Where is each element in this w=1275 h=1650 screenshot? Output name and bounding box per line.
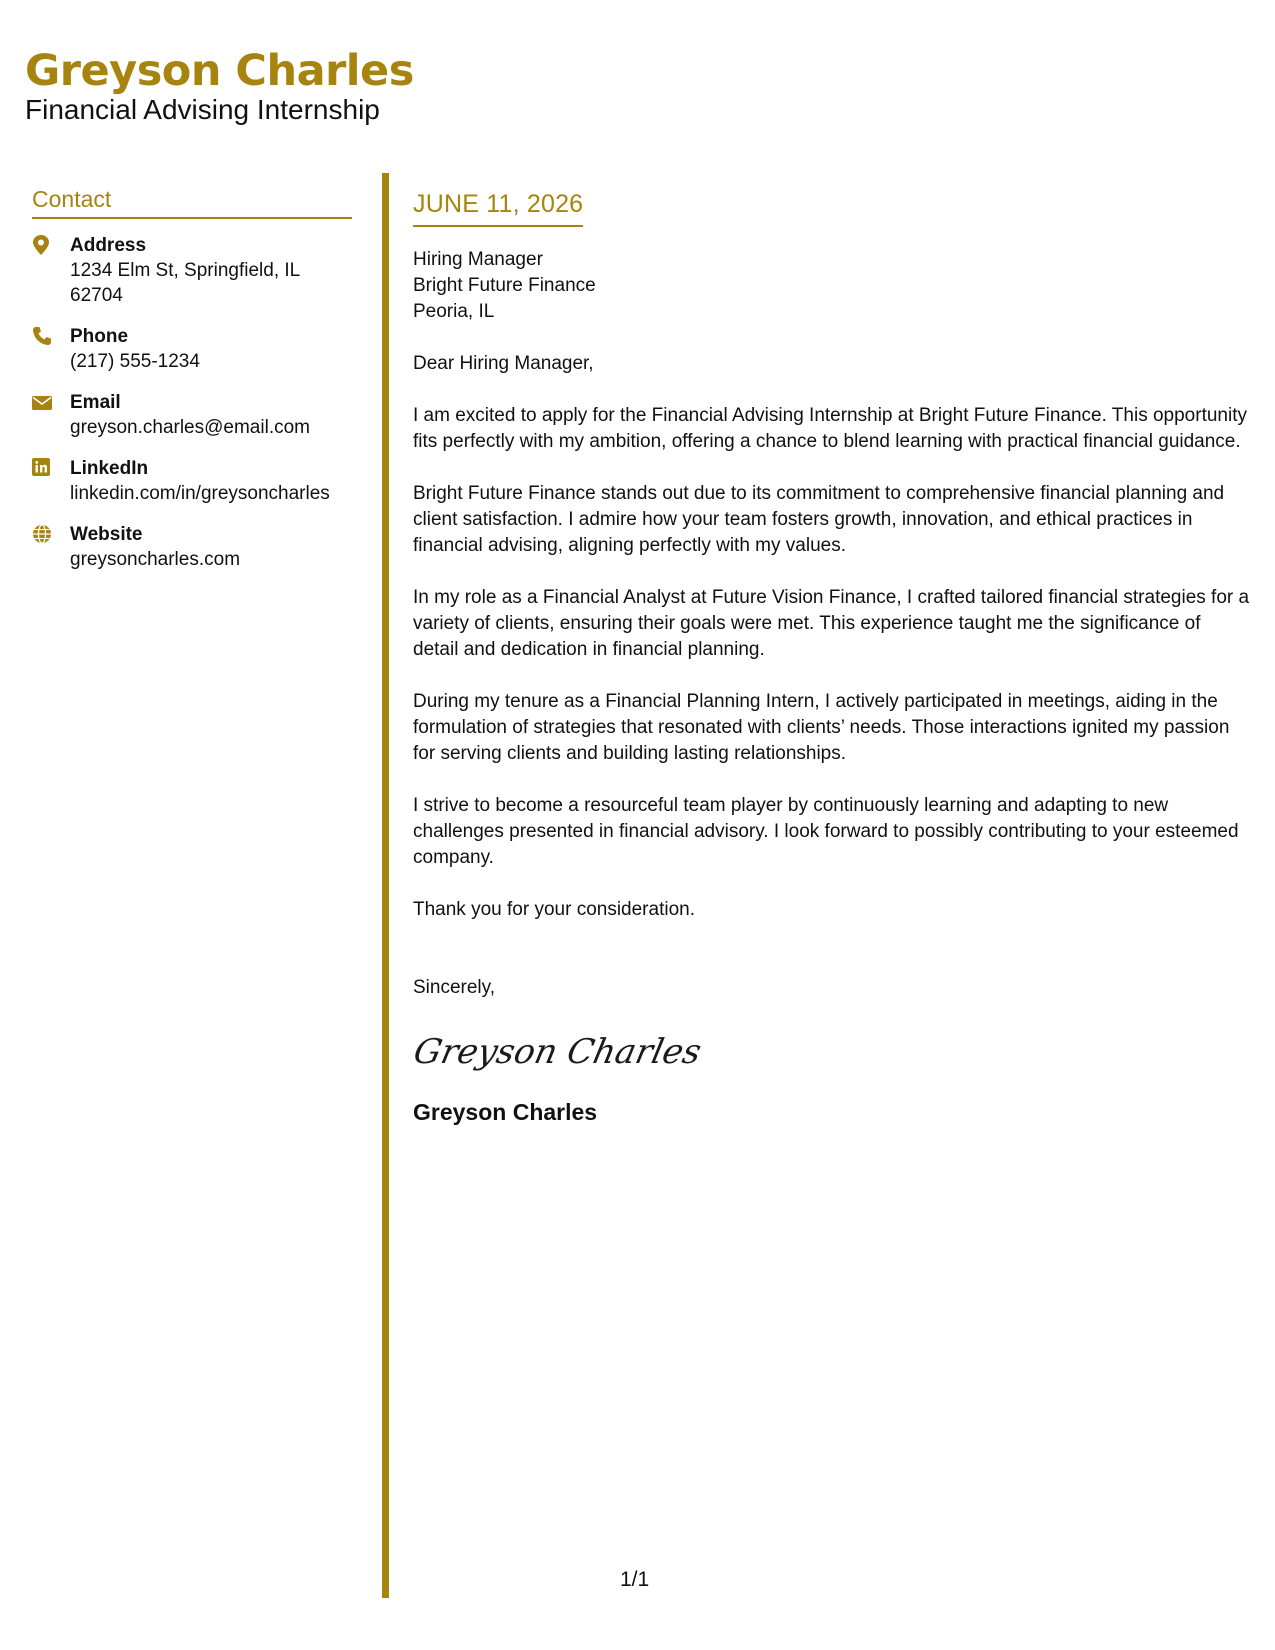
body-paragraph: In my role as a Financial Analyst at Future Vision Finance, I crafted tailored financial strategies for a variety of clients, ensuring their goals were met. This experience taught me the significance of detail and dedication in financial planning.: [413, 587, 1250, 660]
website-value: greysoncharles.com: [70, 549, 241, 570]
letter-body: [410, 190, 1251, 1126]
recipient-company: Bright Future Finance: [413, 275, 596, 296]
linkedin-value: linkedin.com/in/greysoncharles: [70, 483, 330, 504]
envelope-icon: [32, 390, 70, 411]
body-paragraph: I strive to become a resourceful team player by continuously learning and adapting to new challenges presented in financial advisory. I look forward to possibly contributing to your esteemed company.: [413, 795, 1239, 868]
phone-icon: [32, 324, 70, 346]
recipient-name: Hiring Manager: [413, 249, 543, 270]
page-number: 1/1: [620, 1568, 650, 1591]
vertical-divider: [382, 173, 389, 1598]
contact-item-linkedin: [32, 456, 352, 506]
contact-label: Phone: [70, 326, 129, 347]
email-value: greyson.charles@email.com: [70, 417, 310, 438]
phone-value: (217) 555-1234: [70, 351, 200, 372]
signature-text: Greyson Charles: [410, 1032, 705, 1072]
contact-item-email: [32, 390, 352, 440]
signed-name: Greyson Charles: [413, 1099, 598, 1125]
address-value: 1234 Elm St, Springfield, IL 62704: [70, 260, 300, 306]
job-title: Financial Advising Internship: [25, 94, 380, 126]
globe-icon: [32, 522, 70, 544]
contact-sidebar: [32, 186, 352, 588]
applicant-name: Greyson Charles: [25, 46, 414, 96]
contact-label: Address: [70, 235, 147, 256]
contact-label: Website: [70, 524, 143, 545]
contact-item-address: [32, 233, 352, 308]
body-paragraph: I am excited to apply for the Financial Advising Internship at Bright Future Finance. This opportunity fits perfectly with my ambition, offering a chance to blend learning with practical financial guidance.: [413, 405, 1247, 452]
contact-heading: Contact: [32, 186, 352, 219]
recipient-block: [413, 247, 1251, 325]
body-paragraph: Bright Future Finance stands out due to its commitment to comprehensive financial planning and client satisfaction. I admire how your team fosters growth, innovation, and ethical practices in financial advising, aligning perfectly with my values.: [413, 483, 1225, 556]
body-paragraph: Thank you for your consideration.: [413, 899, 695, 920]
recipient-location: Peoria, IL: [413, 301, 495, 322]
contact-label: Email: [70, 392, 121, 413]
linkedin-icon: [32, 456, 70, 476]
map-pin-icon: [32, 233, 70, 255]
contact-item-phone: [32, 324, 352, 374]
header: [25, 48, 414, 126]
contact-label: LinkedIn: [70, 458, 149, 479]
salutation: Dear Hiring Manager,: [413, 353, 594, 374]
body-paragraph: During my tenure as a Financial Planning Intern, I actively participated in meetings, aiding in the formulation of strategies that resonated with clients’ needs. Those interactions ignited my passion for serving clients and building lasting relationships.: [413, 691, 1230, 764]
signature-image: [410, 1021, 1251, 1081]
letter-date: JUNE 11, 2026: [413, 190, 583, 227]
closing: Sincerely,: [413, 977, 496, 998]
contact-item-website: [32, 522, 352, 572]
